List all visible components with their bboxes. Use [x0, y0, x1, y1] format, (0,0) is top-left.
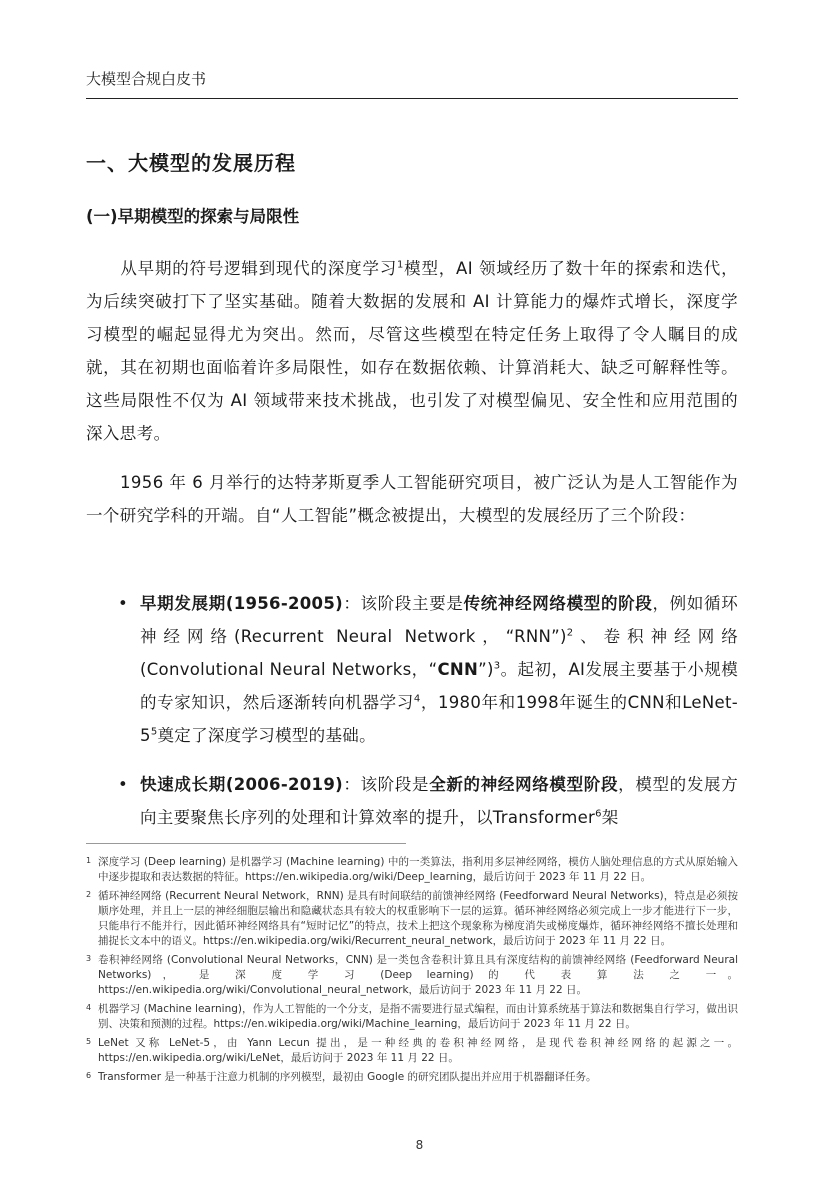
bullet-text: ”) — [478, 660, 494, 679]
footnote-separator — [86, 843, 406, 844]
footnote-text: 深度学习 (Deep learning) 是机器学习 (Machine learning) 中的一类算法，指利用多层神经网络，模仿人脑处理信息的方式从原始输入中逐步提取和表达数据的特征。https://en.wikipedia.org/wiki/Deep_learning，最后访问于 2023 年 11 月 22 日。 — [98, 856, 738, 883]
footnote-ref-2[interactable]: 2 — [566, 627, 574, 639]
bullet-text: 、卷积神经网络(Convolutional Neural Networks，“ — [140, 627, 738, 679]
paragraph-2 — [86, 466, 738, 532]
section-heading: 一、大模型的发展历程 — [86, 151, 296, 175]
footnote-ref-4[interactable]: 4 — [413, 693, 421, 705]
footnote-number: 6 — [86, 1071, 92, 1080]
footnote-text: 机器学习 (Machine learning)，作为人工智能的一个分支，是指不需要进行显式编程，而由计算系统基于算法和数据集自行学习，做出识别、决策和预测的过程。https://en.wikipedia.org/wiki/Machine_learning，最后访问于 2023 年 11 月 22 日。 — [98, 1003, 738, 1030]
para1-text-b: 模型，AI 领域经历了数十年的探索和迭代，为后续突破打下了坚实基础。随着大数据的发展和 AI 计算能力的爆炸式增长，深度学习模型的崛起显得尤为突出。然而，尽管这些模型在特定任务上取得了令人瞩目的成就，其在初期也面临着许多局限性，如存在数据依赖、计算消耗大、缺乏可解释性等。这些局限性不仅为 AI 领域带来技术挑战，也引发了对模型偏见、安全性和应用范围的深入思考。 — [86, 259, 738, 443]
footnote-number: 1 — [86, 856, 92, 865]
page-number: 8 — [415, 1138, 424, 1152]
footnote-text: Transformer 是一种基于注意力机制的序列模型，最初由 Google 的研究团队提出并应用于机器翻译任务。 — [98, 1071, 597, 1083]
footnote-ref-1[interactable]: 1 — [397, 259, 404, 271]
bullet-emphasis: 全新的神经网络模型阶段 — [429, 775, 619, 794]
subsection-heading: (一)早期模型的探索与局限性 — [86, 207, 300, 226]
footnote-ref-5[interactable]: 5 — [150, 726, 158, 738]
footnote-number: 5 — [86, 1037, 92, 1046]
header-rule — [86, 98, 738, 99]
bullet-text: ，1980年和1998年诞生的CNN和LeNet-5 — [140, 693, 738, 745]
footnote-6 — [86, 1070, 738, 1085]
bullet-lead: 早期发展期(1956-2005) — [140, 594, 343, 613]
footnote-text: 循环神经网络 (Recurrent Neural Network，RNN) 是具有时间联结的前馈神经网络 (Feedforward Neural Networks)，特点是必须按顺序处理，并且上一层的神经细胞层输出和隐藏状态具有较大的权重影响下一层的运算。循环神经网络必须完成上一步才能进行下一步，只能串行不能并行，因此循环神经网络具有“短时记忆”的特点，技术上把这个现象称为梯度消失或梯度爆炸，循环神经网络不擅长处理和捕捉长文本中的语义。https://en.wikipedia.org/wiki/Recurrent_neural_network，最后访问于 2023 年 11 月 22 日。 — [98, 890, 738, 947]
bullet-dot: • — [118, 594, 129, 613]
footnote-number: 3 — [86, 954, 92, 963]
paragraph-1 — [86, 252, 738, 450]
footnote-list — [86, 855, 738, 1089]
bullet-text: 。起初，AI发展主要基于小规模的专家知识，然后逐渐转向机器学习 — [140, 660, 738, 712]
bullet-text: ：该阶段主要是 — [342, 594, 464, 613]
bullet-text: ，例如循环神经网络(Recurrent Neural Network，“RNN”) — [140, 594, 738, 646]
footnote-1 — [86, 855, 738, 885]
footnote-5 — [86, 1036, 738, 1066]
footnote-text: LeNet 又称 LeNet-5，由 Yann Lecun 提出，是一种经典的卷积神经网络，是现代卷积神经网络的起源之一。https://en.wikipedia.org/wiki/LeNet，最后访问于 2023 年 11 月 22 日。 — [98, 1037, 738, 1064]
bullet-emphasis: CNN — [437, 660, 479, 679]
bullet-text: 奠定了深度学习模型的基础。 — [157, 726, 376, 745]
bullet-text: ：该阶段是 — [342, 775, 430, 794]
running-header: 大模型合规白皮书 — [86, 70, 207, 88]
bullet-text: ，模型的发展方向主要聚焦长序列的处理和计算效率的提升，以Transformer — [140, 775, 738, 827]
footnote-number: 4 — [86, 1003, 92, 1012]
para2-text: 1956 年 6 月举行的达特茅斯夏季人工智能研究项目，被广泛认为是人工智能作为一个研究学科的开端。自“人工智能”概念被提出，大模型的发展经历了三个阶段： — [86, 473, 738, 525]
bullet-lead: 快速成长期(2006-2019) — [140, 775, 343, 794]
footnote-3 — [86, 953, 738, 998]
footnote-number: 2 — [86, 890, 92, 899]
footnote-4 — [86, 1002, 738, 1032]
footnote-2 — [86, 889, 738, 949]
para1-text-a: 从早期的符号逻辑到现代的深度学习 — [120, 259, 398, 278]
footnote-ref-6[interactable]: 6 — [595, 808, 602, 820]
footnote-ref-3[interactable]: 3 — [493, 660, 501, 672]
bullet-emphasis: 传统神经网络模型的阶段 — [463, 594, 653, 613]
bullet-text: 架 — [601, 808, 619, 827]
bullet-dot: • — [118, 775, 129, 794]
footnote-text: 卷积神经网络 (Convolutional Neural Networks，CNN) 是一类包含卷积计算且具有深度结构的前馈神经网络 (Feedforward Neural Networks)， 是 深 度 学 习 (Deep learning) 的 代 表 算 法 之 一。https://en.wikipedia.org/wiki/Convolutional_neural_network，最后访问于 2023 年 11 月 22 日。 — [98, 954, 738, 996]
